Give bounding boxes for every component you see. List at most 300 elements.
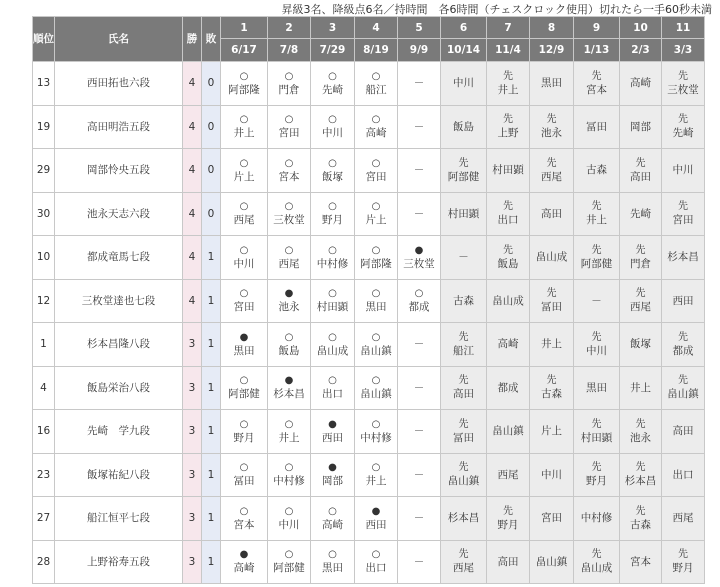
win-mark: ○ [371, 70, 381, 82]
result-cell [574, 149, 620, 193]
result-cell [311, 192, 355, 236]
first-move-mark: 先 [591, 462, 602, 474]
opponent-name: 畠山鎮 [447, 475, 480, 488]
round-number: 3 [311, 17, 355, 39]
opponent-name: 西尾 [278, 257, 300, 270]
win-mark: ○ [328, 70, 337, 82]
result-cell [268, 62, 311, 106]
result-cell [221, 149, 268, 193]
opponent-name: － [413, 77, 425, 90]
opponent-name: 高田 [453, 388, 474, 401]
opponent-name: 西尾 [672, 512, 694, 525]
result-cell [311, 366, 355, 410]
opponent-name: 阿部隆 [360, 257, 392, 270]
opponent-name: 飯島 [453, 120, 474, 133]
result-cell [487, 192, 530, 236]
result-cell [441, 236, 487, 280]
result-cell [441, 540, 487, 584]
opponent-name: 西尾 [497, 468, 519, 481]
player-name: 岡部怜央五段 [55, 149, 183, 193]
result-cell [221, 192, 268, 236]
opponent-name: 宮田 [541, 512, 562, 525]
opponent-name: 船江 [453, 344, 474, 357]
result-cell [221, 105, 268, 149]
header-wins: 勝 [183, 17, 202, 62]
round-number: 8 [530, 17, 574, 39]
opponent-name: 先崎 [322, 83, 343, 96]
player-rank: 12 [33, 279, 55, 323]
win-mark: ○ [239, 505, 249, 517]
result-cell [355, 410, 398, 454]
player-rank: 4 [33, 366, 55, 410]
opponent-name: 杉本昌 [447, 512, 480, 525]
opponent-name: 出口 [497, 214, 519, 227]
opponent-name: 野月 [586, 475, 607, 488]
result-cell [268, 453, 311, 497]
first-move-mark: 先 [635, 505, 646, 517]
player-losses: 0 [202, 149, 221, 193]
win-mark: ○ [371, 331, 381, 343]
result-cell [530, 323, 574, 367]
result-cell [530, 410, 574, 454]
result-cell [620, 62, 662, 106]
first-move-mark: 先 [635, 157, 646, 169]
result-cell [441, 366, 487, 410]
opponent-name: － [413, 381, 425, 394]
first-move-mark: 先 [635, 418, 646, 430]
opponent-name: 井上 [630, 381, 651, 394]
player-wins: 4 [183, 105, 202, 149]
round-date: 8/19 [355, 39, 398, 62]
opponent-name: 黒田 [541, 77, 562, 90]
opponent-name: 野月 [322, 214, 343, 227]
player-losses: 1 [202, 497, 221, 541]
result-cell [311, 279, 355, 323]
result-cell [574, 192, 620, 236]
opponent-name: 井上 [233, 127, 255, 140]
result-cell [662, 323, 705, 367]
first-move-mark: 先 [635, 288, 646, 300]
opponent-name: 飯塚 [322, 170, 343, 183]
result-cell [268, 323, 311, 367]
opponent-name: 宮本 [586, 83, 607, 96]
win-mark: ○ [284, 331, 294, 343]
win-mark: ○ [371, 418, 381, 430]
player-name: 高田明浩五段 [55, 105, 183, 149]
first-move-mark: 先 [591, 70, 602, 82]
opponent-name: 畠山成 [316, 344, 349, 357]
opponent-name: 船江 [365, 83, 387, 96]
result-cell [355, 366, 398, 410]
result-cell [620, 366, 662, 410]
result-cell [221, 540, 268, 584]
opponent-name: 片上 [233, 170, 255, 183]
player-wins: 3 [183, 497, 202, 541]
opponent-name: 宮本 [233, 518, 255, 531]
header-name: 氏名 [55, 17, 183, 62]
opponent-name: 中川 [233, 257, 255, 270]
opponent-name: 村田顕 [492, 164, 524, 177]
header-rank: 順位 [33, 17, 55, 62]
player-wins: 4 [183, 236, 202, 280]
result-cell [620, 497, 662, 541]
win-mark: ○ [239, 157, 249, 169]
loss-mark: ● [328, 418, 337, 430]
result-cell [620, 279, 662, 323]
result-cell [221, 62, 268, 106]
round-number: 9 [574, 17, 620, 39]
player-wins: 3 [183, 540, 202, 584]
table-row [33, 323, 705, 367]
result-cell [441, 279, 487, 323]
opponent-name: 杉本昌 [624, 475, 657, 488]
result-cell [355, 62, 398, 106]
opponent-name: 先崎 [630, 207, 651, 220]
result-cell [487, 366, 530, 410]
header-row-rounds [33, 17, 705, 39]
win-mark: ○ [239, 375, 249, 387]
first-move-mark: 先 [458, 549, 469, 561]
round-number: 4 [355, 17, 398, 39]
opponent-name: 西田 [322, 431, 343, 444]
win-mark: ○ [239, 70, 249, 82]
first-move-mark: 先 [678, 375, 688, 387]
opponent-name: 高田 [497, 555, 519, 568]
result-cell [221, 453, 268, 497]
opponent-name: 西田 [672, 294, 694, 307]
result-cell [662, 279, 705, 323]
win-mark: ○ [284, 70, 294, 82]
player-losses: 1 [202, 410, 221, 454]
result-cell [221, 236, 268, 280]
win-mark: ○ [328, 244, 337, 256]
result-cell [398, 192, 441, 236]
round-date: 7/29 [311, 39, 355, 62]
result-cell [221, 279, 268, 323]
loss-mark: ● [414, 244, 424, 256]
player-losses: 1 [202, 279, 221, 323]
player-losses: 1 [202, 323, 221, 367]
opponent-name: 阿部健 [273, 562, 305, 575]
player-rank: 16 [33, 410, 55, 454]
opponent-name: 西尾 [541, 170, 562, 183]
result-cell [620, 149, 662, 193]
result-cell [355, 540, 398, 584]
result-cell [311, 453, 355, 497]
opponent-name: 畠山鎮 [535, 555, 568, 568]
opponent-name: 井上 [365, 475, 387, 488]
player-rank: 27 [33, 497, 55, 541]
player-rank: 13 [33, 62, 55, 106]
result-cell [574, 453, 620, 497]
result-cell [398, 540, 441, 584]
player-name: 上野裕寿五段 [55, 540, 183, 584]
round-date: 2/3 [620, 39, 662, 62]
opponent-name: 西尾 [233, 214, 255, 227]
result-cell [441, 149, 487, 193]
opponent-name: 宮本 [278, 170, 300, 183]
result-cell [574, 540, 620, 584]
win-mark: ○ [328, 549, 337, 561]
win-mark: ○ [414, 288, 424, 300]
result-cell [398, 236, 441, 280]
player-name: 三枚堂達也七段 [55, 279, 183, 323]
result-cell [441, 497, 487, 541]
result-cell [574, 62, 620, 106]
opponent-name: 高崎 [630, 77, 651, 90]
result-cell [398, 366, 441, 410]
first-move-mark: 先 [458, 375, 469, 387]
result-cell [530, 540, 574, 584]
table-header [33, 17, 705, 62]
player-name: 先崎 学九段 [55, 410, 183, 454]
first-move-mark: 先 [591, 549, 602, 561]
win-mark: ○ [328, 201, 337, 213]
player-wins: 3 [183, 366, 202, 410]
win-mark: ○ [284, 114, 294, 126]
result-cell [530, 62, 574, 106]
first-move-mark: 先 [591, 201, 602, 213]
win-mark: ○ [328, 288, 337, 300]
opponent-name: 黒田 [322, 562, 343, 575]
player-name: 西田拓也六段 [55, 62, 183, 106]
table-body [33, 62, 705, 584]
first-move-mark: 先 [678, 70, 688, 82]
win-mark: ○ [371, 288, 381, 300]
table-row [33, 497, 705, 541]
result-cell [268, 279, 311, 323]
opponent-name: 池永 [278, 301, 300, 314]
loss-mark: ● [328, 462, 337, 474]
result-cell [398, 62, 441, 106]
table-row [33, 236, 705, 280]
opponent-name: 畠山鎮 [360, 344, 392, 357]
opponent-name: － [591, 294, 602, 307]
win-mark: ○ [284, 549, 294, 561]
first-move-mark: 先 [635, 462, 646, 474]
opponent-name: 中村修 [360, 431, 392, 444]
opponent-name: 都成 [672, 344, 694, 357]
opponent-name: － [413, 164, 425, 177]
opponent-name: 高田 [672, 425, 694, 438]
opponent-name: 杉本昌 [273, 388, 305, 401]
result-cell [574, 105, 620, 149]
result-cell [662, 236, 705, 280]
result-cell [620, 410, 662, 454]
result-cell [221, 410, 268, 454]
opponent-name: 門倉 [630, 257, 651, 270]
result-cell [398, 410, 441, 454]
round-number: 7 [487, 17, 530, 39]
loss-mark: ● [239, 549, 249, 561]
opponent-name: 三枚堂 [667, 83, 699, 96]
player-wins: 3 [183, 453, 202, 497]
player-name: 杉本昌隆八段 [55, 323, 183, 367]
result-cell [355, 453, 398, 497]
result-cell [530, 497, 574, 541]
result-cell [398, 323, 441, 367]
loss-mark: ● [371, 505, 381, 517]
result-cell [441, 410, 487, 454]
opponent-name: － [413, 338, 425, 351]
player-wins: 4 [183, 192, 202, 236]
round-date: 1/13 [574, 39, 620, 62]
opponent-name: 飯島 [497, 257, 519, 270]
result-cell [355, 149, 398, 193]
opponent-name: 片上 [365, 214, 387, 227]
result-cell [620, 105, 662, 149]
round-date: 10/14 [441, 39, 487, 62]
opponent-name: 中川 [541, 468, 562, 481]
first-move-mark: 先 [591, 418, 602, 430]
opponent-name: 古森 [586, 164, 607, 177]
result-cell [311, 410, 355, 454]
win-mark: ○ [371, 157, 381, 169]
opponent-name: 古森 [541, 388, 562, 401]
result-cell [268, 192, 311, 236]
win-mark: ○ [328, 331, 337, 343]
result-cell [620, 323, 662, 367]
opponent-name: 井上 [278, 431, 300, 444]
opponent-name: 三枚堂 [273, 214, 305, 227]
first-move-mark: 先 [503, 114, 513, 126]
opponent-name: 畠山鎮 [360, 388, 392, 401]
result-cell [355, 105, 398, 149]
opponent-name: 黒田 [233, 344, 255, 357]
first-move-mark: 先 [503, 201, 513, 213]
win-mark: ○ [284, 505, 294, 517]
round-number: 5 [398, 17, 441, 39]
first-move-mark: 先 [678, 114, 688, 126]
opponent-name: 中川 [672, 164, 694, 177]
opponent-name: 中川 [453, 77, 474, 90]
player-losses: 1 [202, 366, 221, 410]
loss-mark: ● [284, 375, 294, 387]
opponent-name: 黒田 [365, 301, 387, 314]
first-move-mark: 先 [635, 244, 646, 256]
opponent-name: 出口 [322, 388, 343, 401]
first-move-mark: 先 [591, 331, 602, 343]
round-number: 11 [662, 17, 705, 39]
round-date: 12/9 [530, 39, 574, 62]
opponent-name: 池永 [541, 127, 562, 140]
first-move-mark: 先 [458, 462, 469, 474]
result-cell [620, 453, 662, 497]
first-move-mark: 先 [546, 114, 557, 126]
opponent-name: 畠山成 [580, 562, 613, 575]
opponent-name: 高崎 [322, 518, 343, 531]
opponent-name: 宮本 [630, 555, 651, 568]
table-row [33, 366, 705, 410]
win-mark: ○ [239, 244, 249, 256]
result-cell [487, 540, 530, 584]
result-cell [530, 236, 574, 280]
first-move-mark: 先 [458, 418, 469, 430]
opponent-name: 古森 [630, 518, 651, 531]
opponent-name: 野月 [672, 562, 694, 575]
opponent-name: 野月 [233, 431, 255, 444]
result-cell [268, 366, 311, 410]
result-cell [620, 236, 662, 280]
win-mark: ○ [239, 201, 249, 213]
result-cell [487, 497, 530, 541]
win-mark: ○ [371, 114, 381, 126]
opponent-name: 冨田 [586, 120, 607, 133]
opponent-name: 都成 [497, 381, 519, 394]
opponent-name: 岡部 [322, 475, 343, 488]
opponent-name: 冨田 [453, 431, 474, 444]
player-rank: 10 [33, 236, 55, 280]
win-mark: ○ [371, 462, 381, 474]
player-rank: 28 [33, 540, 55, 584]
result-cell [311, 323, 355, 367]
result-cell [441, 192, 487, 236]
round-number: 1 [221, 17, 268, 39]
table-row [33, 62, 705, 106]
opponent-name: 宮田 [233, 301, 255, 314]
opponent-name: 井上 [586, 214, 607, 227]
opponent-name: 中川 [586, 344, 607, 357]
opponent-name: 池永 [630, 431, 651, 444]
table-row [33, 410, 705, 454]
win-mark: ○ [239, 288, 249, 300]
win-mark: ○ [328, 375, 337, 387]
win-mark: ○ [328, 505, 337, 517]
opponent-name: 飯塚 [630, 338, 651, 351]
result-cell [662, 497, 705, 541]
opponent-name: 井上 [497, 83, 519, 96]
opponent-name: 中村修 [580, 512, 613, 525]
win-mark: ○ [239, 114, 249, 126]
opponent-name: 阿部隆 [228, 83, 260, 96]
result-cell [662, 540, 705, 584]
opponent-name: － [458, 251, 469, 264]
table-row [33, 105, 705, 149]
result-cell [574, 366, 620, 410]
round-number: 2 [268, 17, 311, 39]
result-cell [311, 149, 355, 193]
opponent-name: 畠山成 [492, 294, 524, 307]
opponent-name: 阿部健 [228, 388, 260, 401]
player-losses: 0 [202, 62, 221, 106]
result-cell [530, 192, 574, 236]
table-row [33, 453, 705, 497]
win-mark: ○ [284, 418, 294, 430]
round-number: 10 [620, 17, 662, 39]
round-date: 3/3 [662, 39, 705, 62]
result-cell [441, 62, 487, 106]
round-date: 6/17 [221, 39, 268, 62]
result-cell [620, 540, 662, 584]
player-rank: 23 [33, 453, 55, 497]
result-cell [398, 453, 441, 497]
player-losses: 1 [202, 453, 221, 497]
opponent-name: 村田顕 [447, 207, 480, 220]
opponent-name: － [413, 120, 425, 133]
first-move-mark: 先 [678, 331, 688, 343]
result-cell [441, 105, 487, 149]
win-mark: ○ [239, 418, 249, 430]
opponent-name: 片上 [541, 425, 562, 438]
result-cell [487, 323, 530, 367]
result-cell [662, 192, 705, 236]
opponent-name: 先崎 [672, 127, 694, 140]
opponent-name: 畠山成 [535, 251, 568, 264]
opponent-name: 黒田 [586, 381, 607, 394]
result-cell [268, 149, 311, 193]
table-row [33, 540, 705, 584]
opponent-name: － [413, 468, 425, 481]
